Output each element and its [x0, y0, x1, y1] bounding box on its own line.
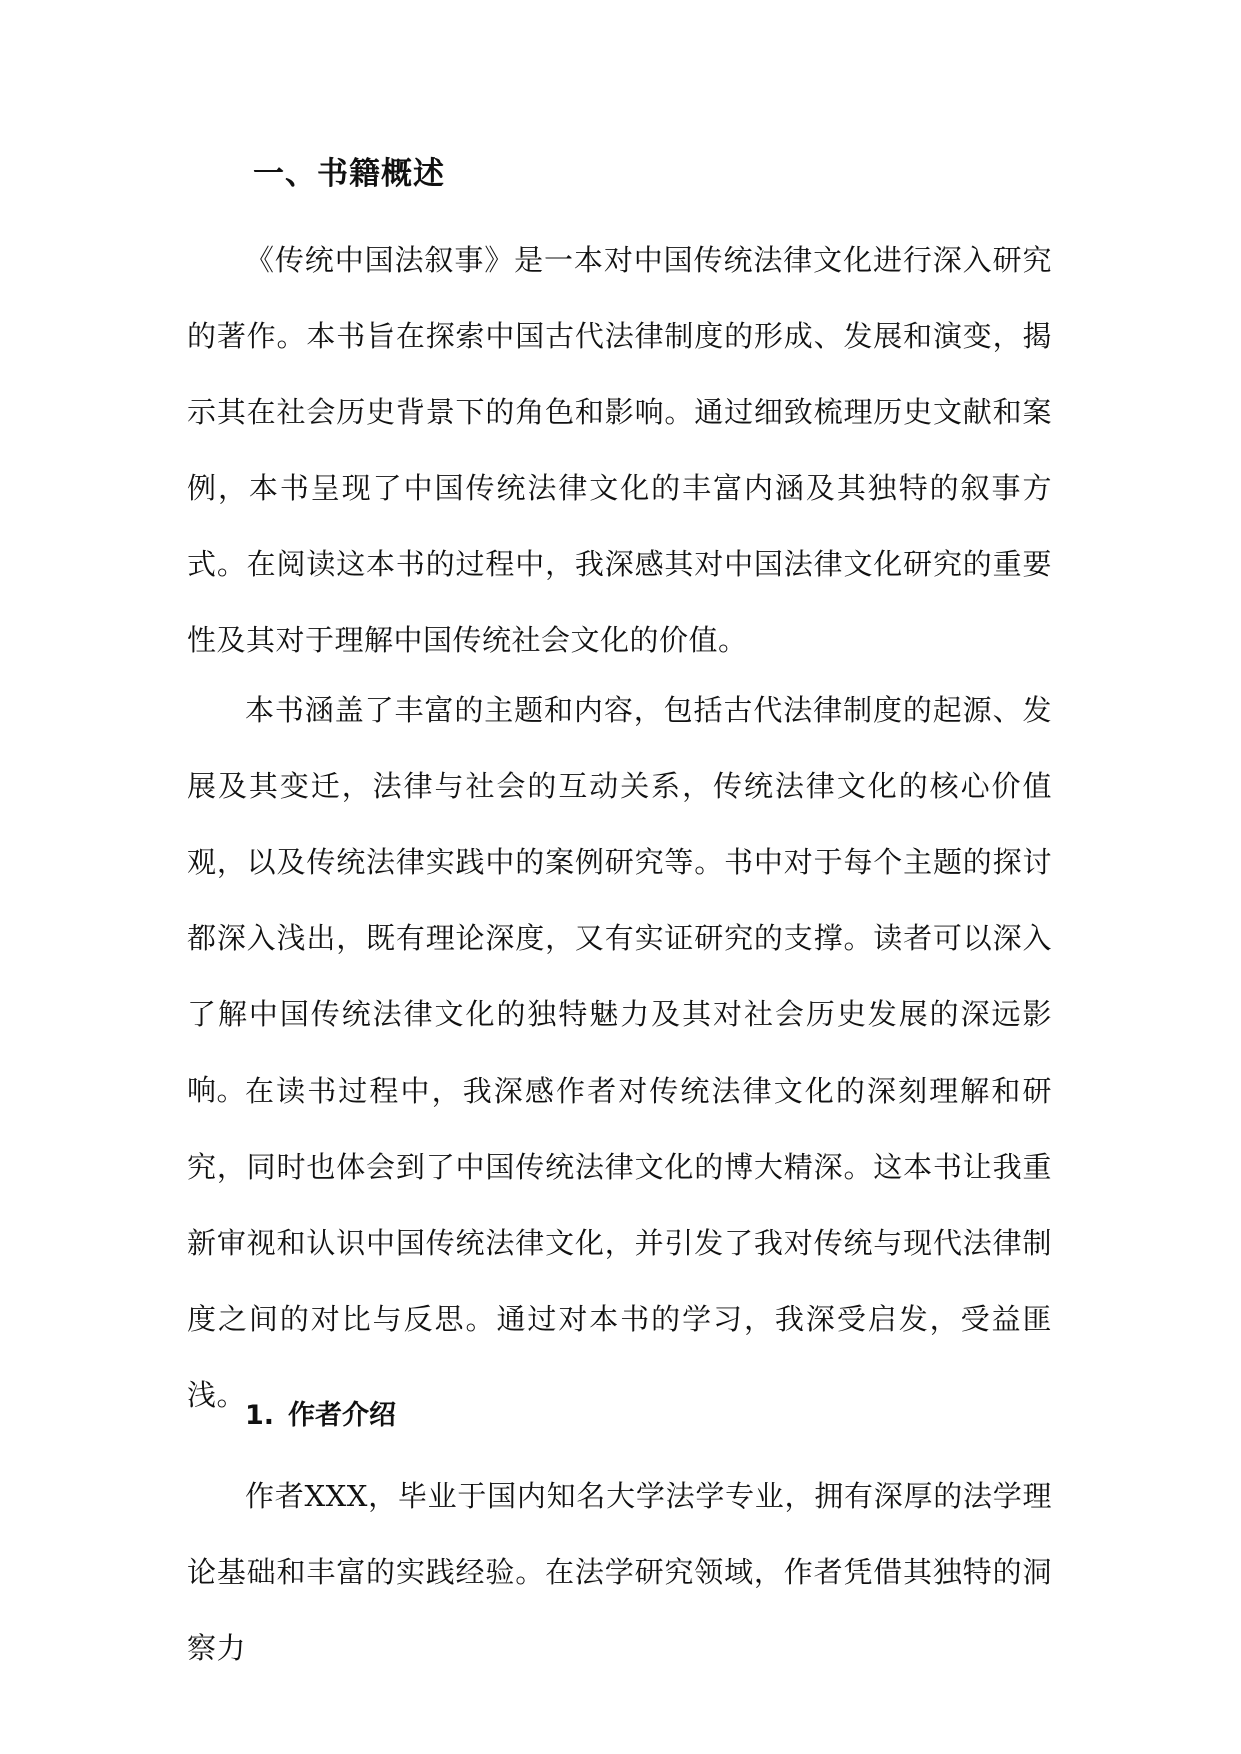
subsection-title: 作者介绍	[288, 1400, 397, 1431]
paragraph-content-scope: 本书涵盖了丰富的主题和内容，包括古代法律制度的起源、发展及其变迁，法律与社会的互动关系，传统法律文化的核心价值观，以及传统法律实践中的案例研究等。书中对于每个主题的探讨都深入浅出，既有理论深度，又有实证研究的支撑。读者可以深入了解中国传统法律文化的独特魅力及其对社会历史发展的深远影响。	[187, 693, 1052, 1107]
paragraph-reflection: 在读书过程中，我深感作者对传统法律文化的深刻理解和研究，同时也体会到了中国传统法律文化的博大精深。这本书让我重新审视和认识中国传统法律文化，并引发了我对传统与现代法律制度之间的对比与反思。通过对本书的学习，我深受启发，受益匪浅。	[187, 1074, 1052, 1412]
section-heading: 一、书籍概述	[253, 156, 445, 192]
paragraph-author-intro: 作者XXX，毕业于国内知名大学法学专业，拥有深厚的法学理论基础和丰富的实践经验。在法学研究领域，作者凭借其独特的洞察力	[187, 1479, 1052, 1665]
paragraph-overview: 《传统中国法叙事》是一本对中国传统法律文化进行深入研究的著作。本书旨在探索中国古代法律制度的形成、发展和演变，揭示其在社会历史背景下的角色和影响。通过细致梳理历史文献和案例，本书呈现了中国传统法律文化的丰富内涵及其独特的叙事方式。在阅读这本书的过程中，我深感其对中国法律文化研究的重要性及其对于理解中国传统社会文化的价值。	[187, 243, 1052, 657]
subsection-number: 1.	[245, 1400, 275, 1431]
subsection-heading	[245, 1394, 396, 1438]
